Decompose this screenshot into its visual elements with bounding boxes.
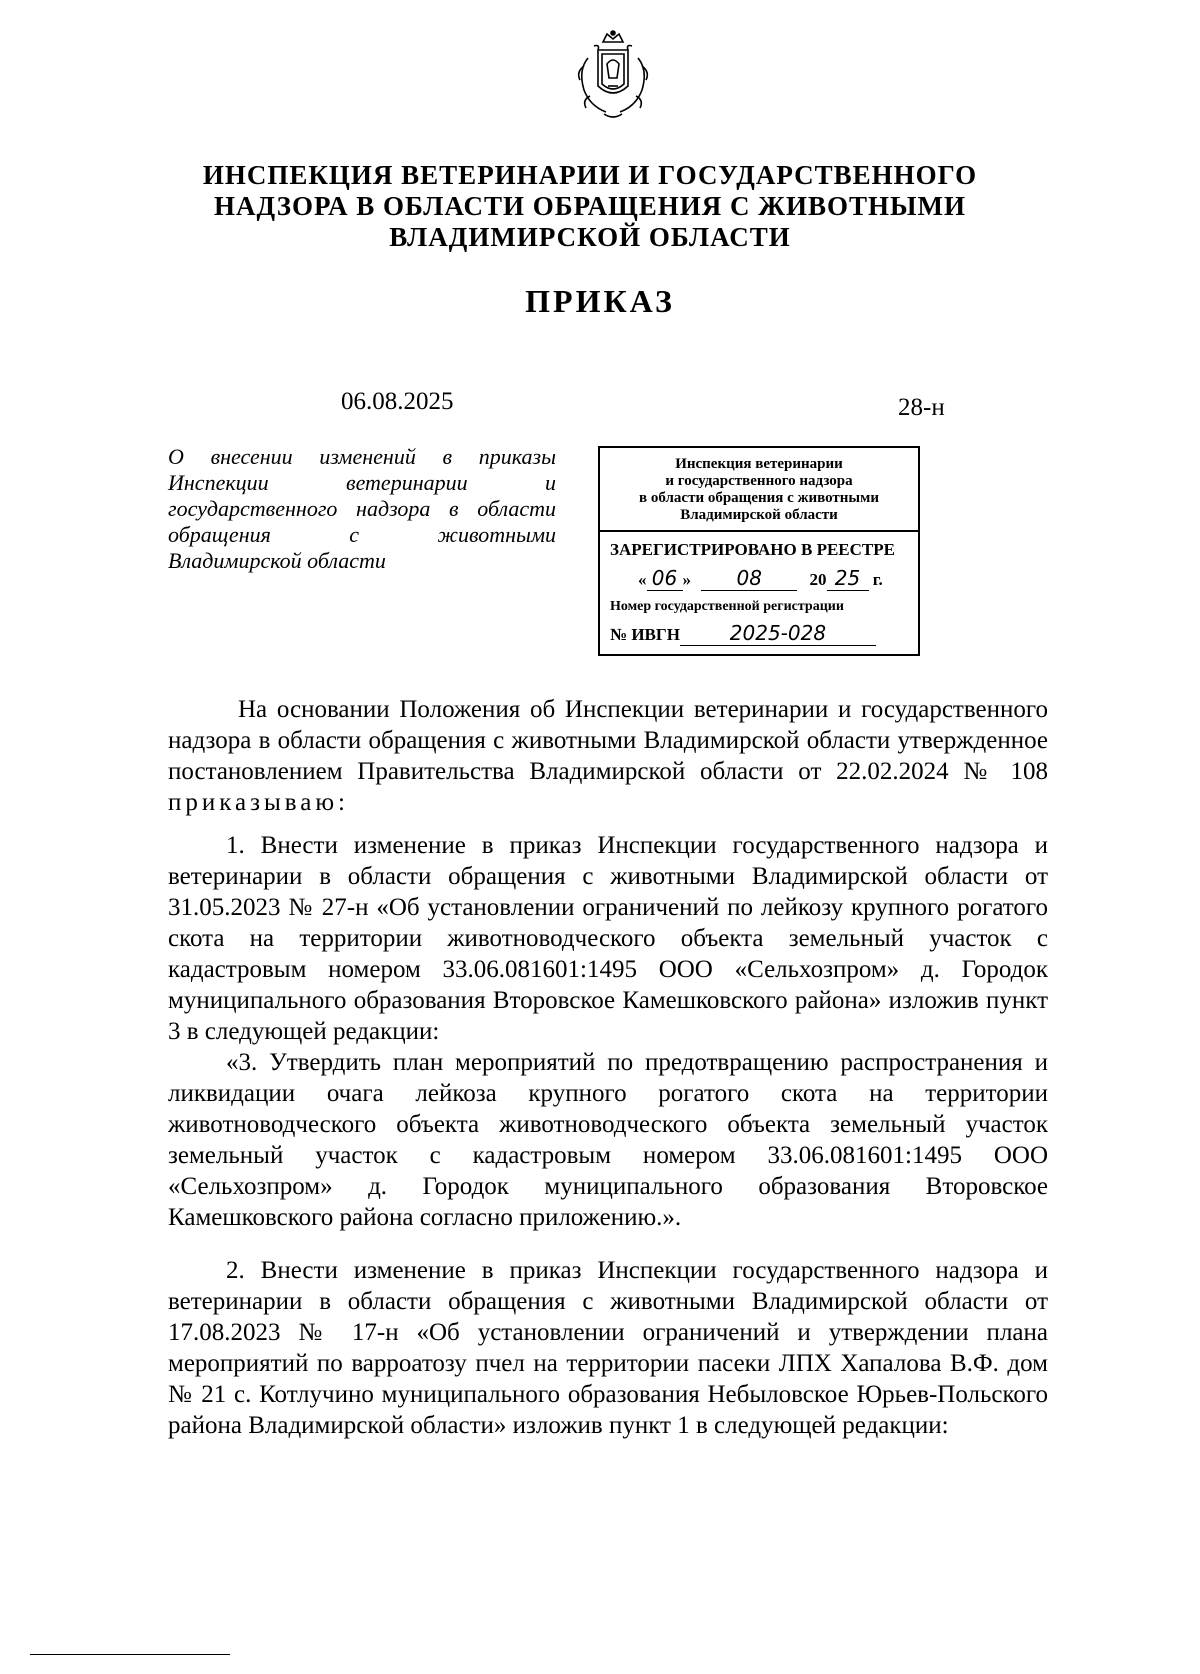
stamp-org-line: в области обращения с животными bbox=[639, 490, 879, 506]
org-line: НАДЗОРА В ОБЛАСТИ ОБРАЩЕНИЯ С ЖИВОТНЫМИ bbox=[213, 191, 967, 221]
stamp-date-row: « 06 » 08 20 25 г. bbox=[638, 566, 883, 590]
document-date: 06.08.2025 bbox=[341, 388, 454, 415]
stamp-registered-label: ЗАРЕГИСТРИРОВАНО В РЕЕСТРЕ bbox=[610, 540, 895, 559]
stamp-reg-number: 2025-028 bbox=[680, 621, 876, 646]
intro-verb: приказываю: bbox=[168, 789, 349, 816]
stamp-org-line: Инспекция ветеринарии bbox=[675, 456, 843, 472]
footnote-divider bbox=[30, 1654, 230, 1655]
document-body bbox=[168, 694, 1048, 1441]
subject-line: государственного надзора в области bbox=[168, 496, 556, 521]
document-subject bbox=[168, 444, 556, 574]
item-1: 1. Внести изменение в приказ Инспекции государственного надзора и ветеринарии в области обращения с животными Владимирской области от 31.05.2023 № 27-н «Об установлении ограничений по лейкозу крупного рогатого скота на территории животноводческого объекта земельный участок с кадастровым номером 33.06.081601:1495 ООО «Сельхозпром» д. Городок муниципального образования Второвское Камешковского района» изложив пункт 3 в следующей редакции: bbox=[168, 832, 1048, 1045]
org-line: ИНСПЕКЦИЯ ВЕТЕРИНАРИИ И ГОСУДАРСТВЕННОГО bbox=[202, 160, 978, 190]
item-2: 2. Внести изменение в приказ Инспекции государственного надзора и ветеринарии в области обращения с животными Владимирской области от 17.08.2023 № 17-н «Об установлении ограничений и утверждении плана мероприятий по варроатозу пчел на территории пасеки ЛПХ Хапалова В.Ф. дом № 21 с. Котлучино муниципального образования Небыловское Юрьев-Польского района Владимирской области» изложив пункт 1 в следующей редакции: bbox=[168, 1257, 1048, 1439]
document-type: ПРИКАЗ bbox=[525, 283, 675, 319]
stamp-year-suffix: 25 bbox=[827, 566, 869, 591]
document-number: 28-н bbox=[898, 394, 945, 421]
subject-line: О внесении изменений в приказы bbox=[168, 444, 556, 469]
subject-line: Владимирской области bbox=[168, 548, 386, 573]
registration-stamp bbox=[598, 446, 920, 656]
stamp-reg-row bbox=[610, 621, 912, 646]
stamp-day: 06 bbox=[647, 566, 683, 591]
stamp-reg-prefix: № ИВГН bbox=[610, 625, 680, 644]
intro-text: На основании Положения об Инспекции ветеринарии и государственного надзора в области обращения с животными Владимирской области утвержденное постановлением Правительства Владимирской области от 22.02.2024 № 108 bbox=[168, 696, 1048, 785]
stamp-org-line: Владимирской области bbox=[680, 507, 838, 523]
stamp-organization bbox=[600, 448, 918, 532]
coat-of-arms-icon bbox=[570, 30, 656, 122]
stamp-org-line: и государственного надзора bbox=[665, 473, 853, 489]
intro-paragraph bbox=[168, 694, 1048, 818]
stamp-month: 08 bbox=[701, 566, 797, 591]
org-line: ВЛАДИМИРСКОЙ ОБЛАСТИ bbox=[389, 222, 791, 252]
stamp-year-prefix: 20 bbox=[809, 570, 827, 589]
stamp-year-unit: г. bbox=[872, 570, 883, 589]
subject-line: обращения с животными bbox=[168, 522, 556, 547]
subject-line: Инспекции ветеринарии и bbox=[168, 470, 556, 495]
stamp-reg-label: Номер государственной регистрации bbox=[610, 599, 844, 614]
stamp-registration bbox=[600, 532, 918, 646]
organization-title bbox=[150, 160, 1030, 253]
item-1-quote: «3. Утвердить план мероприятий по предотвращению распространения и ликвидации очага лейкоза крупного рогатого скота на территории животноводческого объекта животноводческого объекта земельный участок земельный участок с кадастровым номером 33.06.081601:1495 ООО «Сельхозпром» д. Городок муниципального образования Второвское Камешковского района согласно приложению.». bbox=[168, 1049, 1048, 1231]
